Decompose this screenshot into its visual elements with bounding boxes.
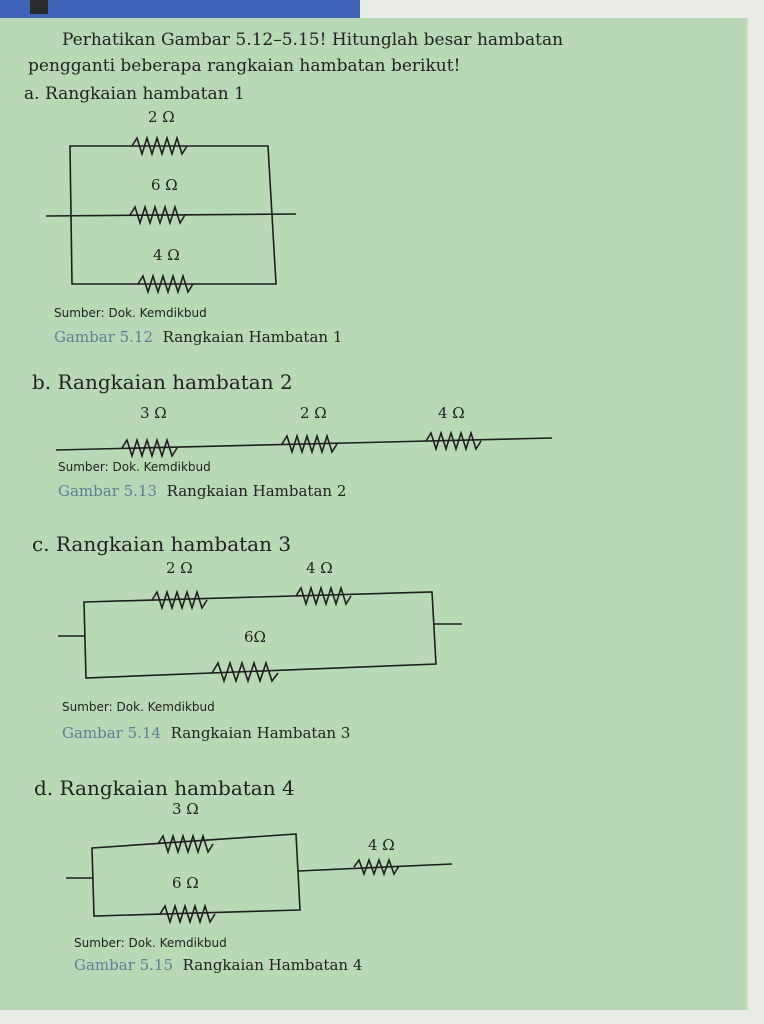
circuit-a-middle-wire [46, 214, 296, 216]
resistor-d2-zigzag [354, 860, 399, 874]
circuit-d-mixed [66, 834, 452, 922]
circuit-c-mixed [58, 588, 462, 681]
resistor-a1-label: 2 Ω [148, 108, 175, 126]
book-top-banner [0, 0, 360, 20]
resistor-c3-label: 6Ω [244, 628, 266, 646]
resistor-b2-zigzag [282, 436, 337, 452]
resistor-d2-label: 4 Ω [368, 836, 395, 854]
resistor-b3-label: 4 Ω [438, 404, 465, 422]
resistor-b2-label: 2 Ω [300, 404, 327, 422]
circuit-a-parallel [46, 138, 296, 292]
circuit-drawings [0, 18, 746, 1010]
circuit-b-series [56, 433, 552, 456]
book-top-tab [30, 0, 48, 14]
resistor-a3-zigzag [138, 276, 193, 292]
section-b-caption-label: Gambar 5.13 [58, 482, 158, 500]
section-a-source: Sumber: Dok. Kemdikbud [54, 306, 207, 320]
section-c-caption-text: Rangkaian Hambatan 3 [170, 724, 351, 742]
resistor-d3-label: 6 Ω [172, 874, 199, 892]
resistor-c1-zigzag [152, 592, 207, 608]
section-b-heading: b. Rangkaian hambatan 2 [32, 370, 293, 394]
section-a-caption-label: Gambar 5.12 [54, 328, 154, 346]
section-c-heading: c. Rangkaian hambatan 3 [32, 532, 292, 556]
resistor-c2-label: 4 Ω [306, 559, 333, 577]
section-b-caption-text: Rangkaian Hambatan 2 [166, 482, 347, 500]
resistor-a1-zigzag [132, 138, 187, 154]
section-a-heading: a. Rangkaian hambatan 1 [24, 84, 245, 104]
resistor-c1-label: 2 Ω [166, 559, 193, 577]
section-a-caption-text: Rangkaian Hambatan 1 [162, 328, 343, 346]
instruction-line-1: Perhatikan Gambar 5.12–5.15! Hitunglah besar hambatan [62, 30, 564, 50]
resistor-b1-zigzag [122, 440, 177, 456]
resistor-a2-label: 6 Ω [151, 176, 178, 194]
resistor-d1-zigzag [158, 836, 213, 852]
section-d-source: Sumber: Dok. Kemdikbud [74, 936, 227, 950]
resistor-a2-zigzag [130, 207, 185, 223]
section-d-heading: d. Rangkaian hambatan 4 [34, 776, 295, 800]
resistor-c2-zigzag [296, 588, 351, 604]
resistor-b3-zigzag [426, 433, 481, 449]
section-d-caption-label: Gambar 5.15 [74, 956, 174, 974]
resistor-a3-label: 4 Ω [153, 246, 180, 264]
section-c-source: Sumber: Dok. Kemdikbud [62, 700, 215, 714]
resistor-d1-label: 3 Ω [172, 800, 199, 818]
section-c-caption-label: Gambar 5.14 [62, 724, 162, 742]
section-d-caption-text: Rangkaian Hambatan 4 [182, 956, 363, 974]
worksheet-page [0, 18, 748, 1010]
circuit-c-frame [84, 592, 436, 678]
section-b-source: Sumber: Dok. Kemdikbud [58, 460, 211, 474]
resistor-b1-label: 3 Ω [140, 404, 167, 422]
resistor-d3-zigzag [160, 906, 215, 922]
instruction-line-2: pengganti beberapa rangkaian hambatan berikut! [28, 56, 461, 76]
